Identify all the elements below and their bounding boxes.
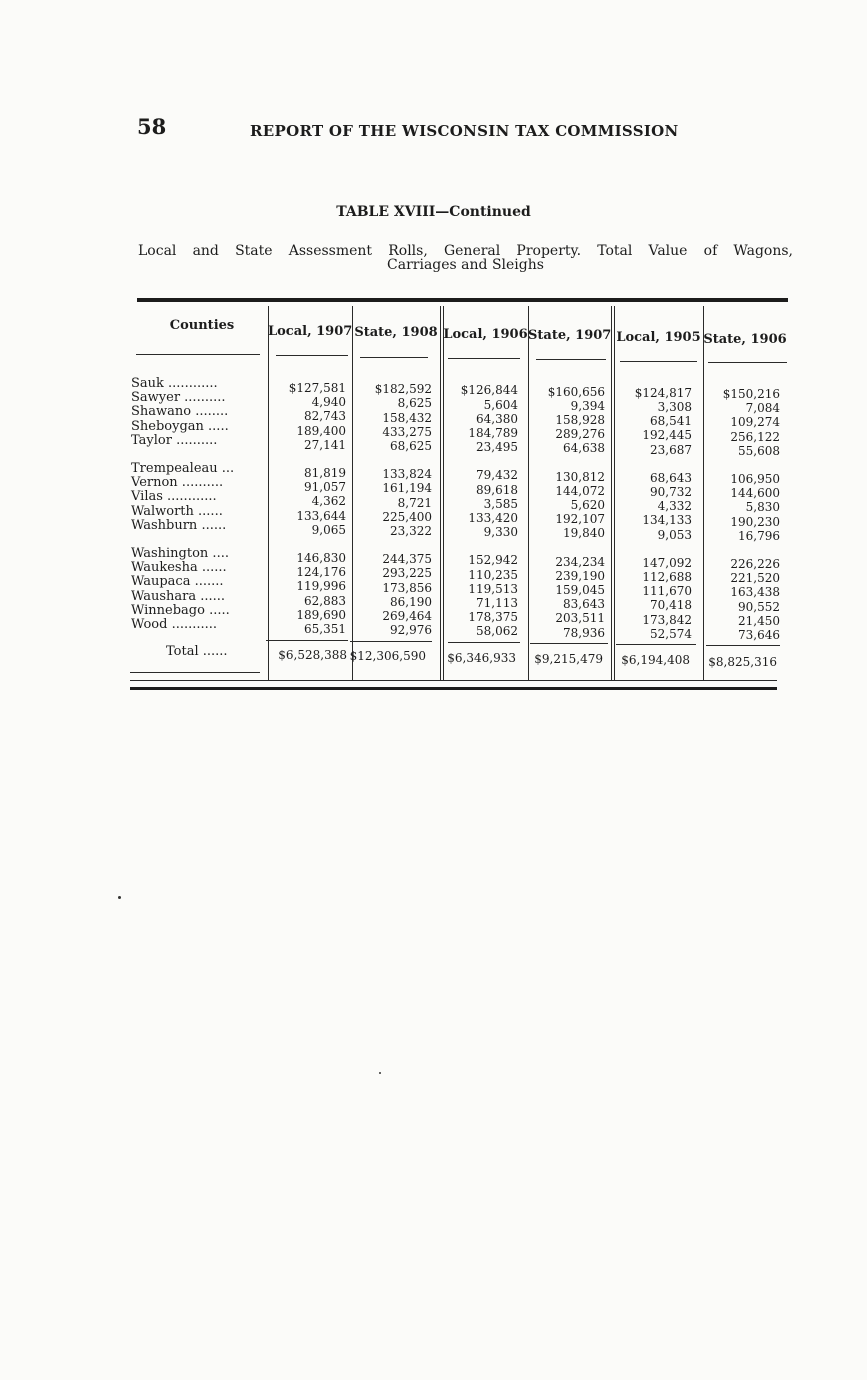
value-cell: 112,688 — [642, 570, 692, 584]
value-cell: 256,122 — [730, 429, 780, 444]
value-cell: 92,976 — [390, 623, 432, 638]
value-cell: 9,330 — [483, 525, 518, 540]
value-cell: 158,928 — [555, 413, 605, 427]
total-value: $6,194,408 — [621, 653, 690, 668]
value-cell: 4,940 — [311, 395, 346, 410]
value-cell: 192,445 — [642, 428, 692, 443]
column-header: Local, 1906 — [443, 326, 528, 342]
value-cell: 3,585 — [483, 496, 518, 511]
county-name: Washburn ...... — [131, 517, 227, 533]
value-cell: 119,996 — [296, 579, 346, 594]
total-value: $9,215,479 — [534, 651, 603, 666]
value-cell: $160,656 — [547, 384, 605, 399]
value-cell: 225,400 — [382, 509, 432, 524]
value-cell: 144,072 — [555, 483, 605, 498]
value-cell: 81,819 — [304, 466, 346, 480]
value-cell: $150,216 — [722, 387, 780, 401]
value-cell: 110,235 — [468, 567, 518, 582]
value-cell: 68,541 — [650, 414, 692, 429]
value-cell: 173,842 — [642, 612, 692, 627]
value-cell: 70,418 — [650, 598, 692, 613]
total-value: $6,528,388 — [278, 648, 347, 662]
header-underline — [536, 359, 606, 360]
column-header: State, 1906 — [703, 331, 787, 347]
value-cell: 23,495 — [476, 440, 518, 455]
county-name: Trempealeau ... — [131, 461, 235, 476]
running-title: REPORT OF THE WISCONSIN TAX COMMISSION — [250, 122, 679, 140]
value-cell: $126,844 — [460, 383, 518, 398]
value-cell: 184,789 — [468, 426, 518, 440]
value-cell: 9,053 — [657, 527, 692, 542]
value-cell: 159,045 — [555, 583, 605, 597]
value-cell: 21,450 — [738, 613, 780, 628]
value-cell: 90,732 — [650, 485, 692, 499]
value-cell: 178,375 — [468, 610, 518, 625]
value-cell: 68,643 — [650, 470, 692, 485]
value-cell: 71,113 — [476, 596, 518, 610]
value-cell: 109,274 — [730, 415, 780, 430]
total-separator — [448, 642, 520, 643]
value-cell: 83,643 — [563, 597, 605, 612]
value-cell: 3,308 — [657, 400, 692, 414]
total-separator — [530, 643, 608, 644]
county-name: Walworth ...... — [131, 503, 223, 519]
county-name: Waukesha ...... — [131, 560, 227, 576]
county-name: Wood ........... — [131, 617, 218, 632]
value-cell: 189,400 — [296, 423, 346, 438]
county-name: Taylor .......... — [131, 432, 218, 448]
column-header: Local, 1905 — [616, 330, 701, 345]
value-cell: 133,420 — [468, 511, 518, 525]
value-cell: 134,133 — [642, 513, 692, 528]
caption-line-1: Local and State Assessment Rolls, General Property. Total Value of Wagons, — [138, 243, 793, 259]
stray-mark — [379, 1072, 381, 1074]
value-cell: 64,380 — [476, 411, 518, 426]
table-title: TABLE XVIII—Continued — [336, 204, 531, 220]
value-cell: 226,226 — [730, 557, 780, 571]
county-name: Winnebago ..... — [131, 602, 230, 618]
county-name: Vilas ............ — [131, 489, 217, 505]
value-cell: 133,824 — [382, 467, 432, 482]
county-name: Sheboygan ..... — [131, 418, 229, 434]
column-header: State, 1907 — [528, 328, 612, 344]
value-cell: 4,332 — [657, 499, 692, 514]
value-cell: 111,670 — [642, 584, 692, 599]
value-cell: 9,065 — [311, 522, 346, 537]
value-cell: 86,190 — [390, 594, 432, 609]
value-cell: 146,830 — [296, 551, 346, 565]
value-cell: 173,856 — [382, 580, 432, 595]
page-number: 58 — [137, 114, 167, 139]
total-separator — [350, 641, 432, 642]
value-cell: 52,574 — [650, 626, 692, 641]
value-cell: 19,840 — [563, 526, 605, 541]
value-cell: 130,812 — [555, 469, 605, 484]
header-underline — [708, 362, 787, 363]
value-cell: 203,511 — [555, 611, 605, 626]
header-underline — [136, 354, 260, 355]
value-cell: 163,438 — [730, 585, 780, 600]
value-cell: 9,394 — [570, 398, 605, 413]
value-cell: $124,817 — [634, 385, 692, 400]
value-cell: 189,690 — [296, 607, 346, 622]
value-cell: 68,625 — [390, 439, 432, 453]
value-cell: 64,638 — [563, 441, 605, 456]
value-cell: 4,362 — [311, 494, 346, 509]
county-name: Waupaca ....... — [131, 574, 224, 590]
value-cell: 293,225 — [382, 566, 432, 581]
value-cell: 239,190 — [555, 568, 605, 583]
value-cell: 58,062 — [476, 624, 518, 639]
caption-line-2: Carriages and Sleighs — [387, 257, 544, 273]
column-header-counties: Counties — [169, 318, 235, 333]
county-name: Vernon .......... — [131, 475, 224, 491]
value-cell: 124,176 — [296, 565, 346, 580]
value-cell: 23,322 — [390, 524, 432, 538]
total-value: $8,825,316 — [708, 654, 777, 669]
value-cell: 8,625 — [397, 396, 432, 411]
county-name: Sauk ............ — [131, 376, 218, 391]
table-bottom-thin-rule — [130, 680, 777, 681]
value-cell: 62,883 — [304, 593, 346, 608]
total-separator — [706, 645, 780, 646]
value-cell: 144,600 — [730, 486, 780, 501]
value-cell: 16,796 — [738, 528, 780, 543]
value-cell: 7,084 — [745, 401, 780, 416]
value-cell: 90,552 — [738, 599, 780, 614]
column-header: State, 1908 — [354, 325, 438, 341]
table-top-rule — [137, 298, 788, 302]
value-cell: $127,581 — [288, 381, 346, 395]
value-cell: 269,464 — [382, 609, 432, 623]
value-cell: 8,721 — [397, 495, 432, 510]
value-cell: 106,950 — [730, 472, 780, 486]
header-underline — [360, 357, 428, 358]
header-underline — [620, 361, 697, 362]
total-value: $12,306,590 — [349, 649, 426, 664]
value-cell: 158,432 — [382, 410, 432, 425]
value-cell: 82,743 — [304, 409, 346, 424]
value-cell: 161,194 — [382, 481, 432, 496]
stray-mark — [118, 896, 121, 899]
header-underline — [276, 355, 348, 356]
county-name: Sawyer .......... — [131, 390, 226, 406]
table-caption — [138, 244, 793, 272]
value-cell: 234,234 — [555, 554, 605, 569]
value-cell: 55,608 — [738, 443, 780, 458]
value-cell: 27,141 — [304, 437, 346, 452]
total-value: $6,346,933 — [447, 650, 516, 665]
value-cell: 79,432 — [476, 468, 518, 483]
value-cell: 221,520 — [730, 571, 780, 586]
value-cell: 78,936 — [563, 625, 605, 640]
table-bottom-rule — [130, 687, 777, 690]
value-cell: 289,276 — [555, 427, 605, 442]
value-cell: $182,592 — [374, 382, 432, 397]
header-underline — [448, 358, 520, 359]
value-cell: 5,830 — [745, 500, 780, 515]
total-separator — [616, 644, 696, 645]
value-cell: 89,618 — [476, 482, 518, 497]
total-label: Total ...... — [166, 644, 228, 659]
value-cell: 65,351 — [304, 622, 346, 636]
value-cell: 152,942 — [468, 553, 518, 568]
column-header: Local, 1907 — [268, 323, 353, 339]
value-cell: 433,275 — [382, 424, 432, 439]
value-cell: 5,604 — [483, 397, 518, 412]
total-separator — [130, 672, 260, 673]
value-cell: 23,687 — [650, 442, 692, 457]
value-cell: 147,092 — [642, 555, 692, 570]
value-cell: 5,620 — [570, 498, 605, 512]
county-name: Waushara ...... — [131, 588, 226, 604]
value-cell: 190,230 — [730, 514, 780, 529]
value-cell: 91,057 — [304, 480, 346, 495]
value-cell: 73,646 — [738, 628, 780, 642]
value-cell: 244,375 — [382, 552, 432, 567]
county-name: Washington .... — [131, 546, 229, 561]
county-name: Shawano ........ — [131, 404, 229, 420]
value-cell: 133,644 — [296, 508, 346, 523]
total-separator — [266, 640, 348, 641]
value-cell: 119,513 — [468, 581, 518, 596]
value-cell: 192,107 — [555, 512, 605, 527]
